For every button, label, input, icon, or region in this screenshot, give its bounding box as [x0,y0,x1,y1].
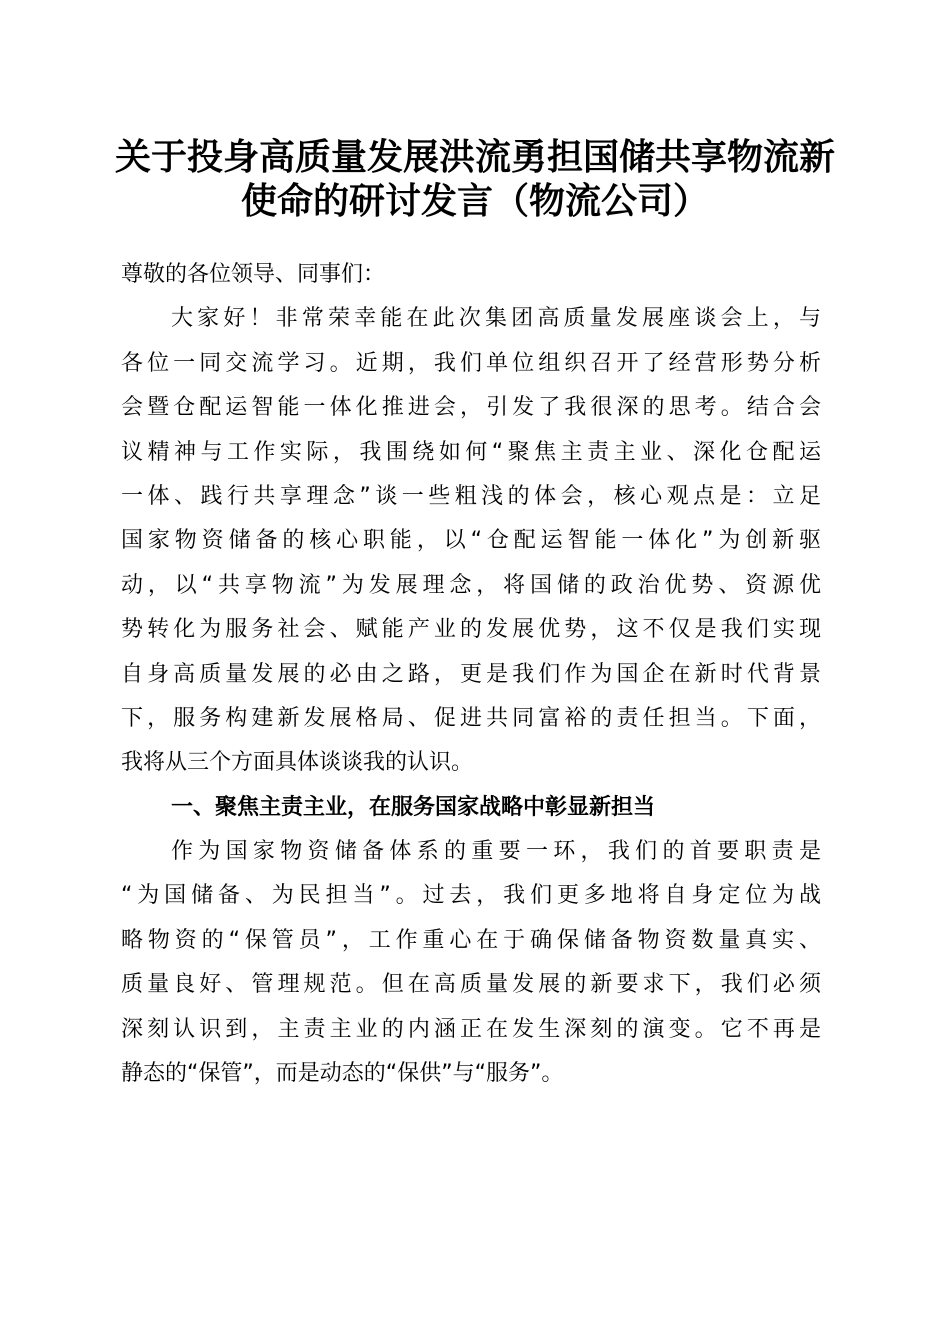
document-title-line-1: 关于投身高质量发展洪流勇担国储共享物流新 [114,136,835,178]
paragraph-line: 作为国家物资储备体系的重要一环，我们的首要职责是 [171,839,821,865]
paragraph-line: 自身高质量发展的必由之路，更是我们作为国企在新时代背景 [121,661,821,687]
paragraph-line: 议精神与工作实际，我围绕如何“聚焦主责主业、深化仓配运 [121,439,821,465]
paragraph-line: 下，服务构建新发展格局、促进共同富裕的责任担当。下面， [121,705,821,731]
paragraph-line: 我将从三个方面具体谈谈我的认识。 [121,750,474,776]
paragraph-line: 势转化为服务社会、赋能产业的发展优势，这不仅是我们实现 [121,617,821,643]
paragraph-line: 动，以“共享物流”为发展理念，将国储的政治优势、资源优 [121,572,821,598]
paragraph-line: 静态的“保管”，而是动态的“保供”与“服务”。 [121,1061,564,1087]
paragraph-line: 国家物资储备的核心职能，以“仓配运智能一体化”为创新驱 [121,528,821,554]
paragraph-line: 深刻认识到，主责主业的内涵正在发生深刻的演变。它不再是 [121,1016,821,1042]
paragraph-line: “为国储备、为民担当”。过去，我们更多地将自身定位为战 [121,883,821,909]
paragraph-line: 各位一同交流学习。近期，我们单位组织召开了经营形势分析 [121,350,821,376]
paragraph-line: 会暨仓配运智能一体化推进会，引发了我很深的思考。结合会 [121,395,821,421]
paragraph-line: 略物资的“保管员”，工作重心在于确保储备物资数量真实、 [121,927,821,953]
section-1-heading: 一、聚焦主责主业，在服务国家战略中彰显新担当 [171,794,656,820]
document-body [121,253,821,1096]
paragraph-line: 质量良好、管理规范。但在高质量发展的新要求下，我们必须 [121,972,821,998]
paragraph-1 [121,297,821,785]
paragraph-line: 大家好！非常荣幸能在此次集团高质量发展座谈会上，与 [171,306,821,332]
paragraph-2 [121,830,821,1096]
document-title-line-2: 使命的研讨发言（物流公司） [240,180,709,222]
salutation: 尊敬的各位领导、同事们： [121,262,386,287]
paragraph-line: 一体、践行共享理念”谈一些粗浅的体会，核心观点是：立足 [121,483,821,509]
